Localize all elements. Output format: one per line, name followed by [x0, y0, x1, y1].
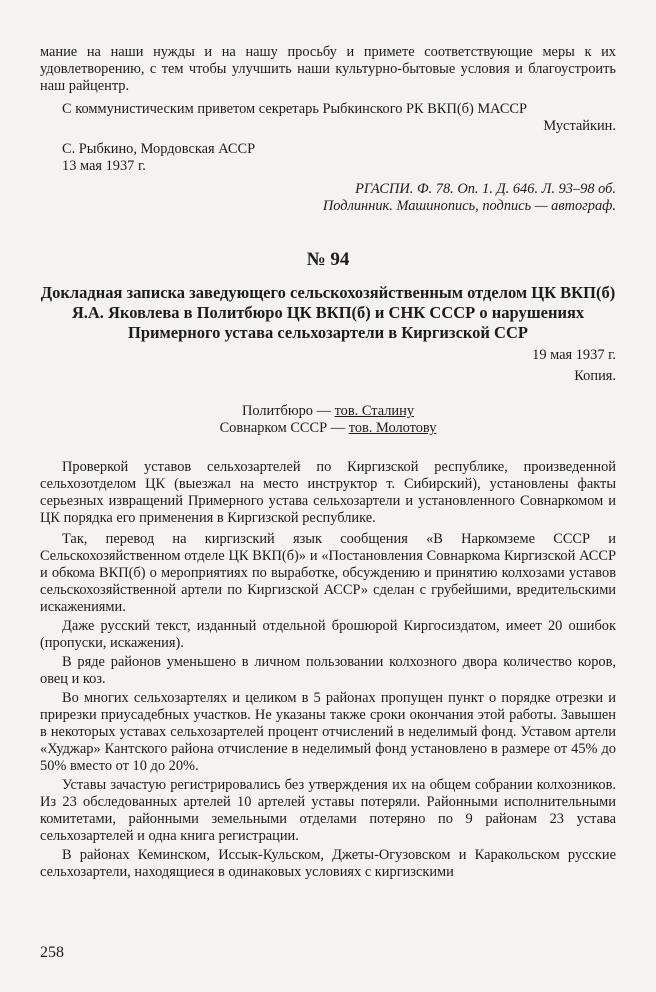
document-number: № 94 [306, 249, 350, 270]
page-number: 258 [40, 944, 64, 961]
body-paragraph: В районах Кеминском, Иссык-Кульском, Джеты-Огузовском и Каракольском русские сельхозартели, находящиеся в одинаковых условиях с киргизскими [40, 847, 616, 880]
closing-greeting: С коммунистическим приветом секретарь Рыбкинского РК ВКП(б) МАССР [62, 101, 528, 117]
source-archive: РГАСПИ. Ф. 78. Оп. 1. Д. 646. Л. 93–98 об. [355, 181, 616, 197]
addressee-person: тов. Молотову [348, 420, 437, 436]
closing-signer: Мустайкин. [543, 118, 616, 134]
addressee-org: Политбюро — [241, 403, 335, 419]
body-paragraph: Во многих сельхозартелях и целиком в 5 районах пропущен пункт о порядке отрезки и прирезки приусадебных участков. Не указаны также сроки окончания этой работы. Завышен в некоторых уставах сельхозартелей процент отчислений в неделимый фонд. Уставом артели «Худжар» Кантского района отчисление в неделимый фонд установлено в размере от 45% до 50% вместо от 10 до 20%. [40, 690, 616, 774]
document-title: Докладная записка заведующего сельскохозяйственным отделом ЦК ВКП(б) Я.А. Яковлева в Политбюро ЦК ВКП(б) и СНК СССР о нарушениях Примерного устава сельхозартели в Киргизской ССР [40, 283, 616, 342]
source-note: Подлинник. Машинопись, подпись — автограф. [322, 198, 616, 214]
addressee-block [40, 403, 616, 437]
body-paragraph: Даже русский текст, изданный отдельной брошюрой Киргосиздатом, имеет 20 ошибок (пропуски, искажения). [40, 618, 616, 651]
closing-place: С. Рыбкино, Мордовская АССР [62, 141, 256, 157]
document-body [40, 459, 616, 881]
addressee-line [40, 403, 616, 420]
body-paragraph: Так, перевод на киргизский язык сообщения «В Наркомземе СССР и Сельскохозяйственном отделе ЦК ВКП(б)» и «Постановления Совнаркома Киргизской АССР и обкома ВКП(б) о мероприятиях по выработке, обсуждению и принятию колхозами уставов сельскохозяйственной артели по Киргизской АССР» сделан с грубейшими, вредительскими искажениями. [40, 531, 616, 615]
document-date: 19 мая 1937 г. [532, 347, 616, 363]
document-copy-mark: Копия. [574, 368, 616, 384]
body-paragraph: В ряде районов уменьшено в личном пользовании колхозного двора количество коров, овец и коз. [40, 654, 616, 687]
continuation-paragraph: мание на наши нужды и на нашу просьбу и примете соответствующие меры к их удовлетворению, с тем чтобы улучшить наши культурно-бытовые условия и благоустроить наш райцентр. [40, 44, 616, 94]
addressee-line [40, 420, 616, 437]
closing-date: 13 мая 1937 г. [62, 158, 146, 174]
body-paragraph: Уставы зачастую регистрировались без утверждения их на общем собрании колхозников. Из 23 обследованных артелей 10 артелей уставы потеряли. Районными исполнительными комитетами, районными земельными отделами потеряно по 9 районам 23 устава сельхозартелей и одна книга регистрации. [40, 777, 616, 844]
addressee-org: Совнарком СССР — [219, 420, 349, 436]
body-paragraph: Проверкой уставов сельхозартелей по Киргизской республике, произведенной сельхозотделом ЦК (выезжал на место инструктор т. Сибирский), установлены факты серьезных извращений Примерного устава сельхозартели и установленного Совнаркомом и ЦК порядка его применения в Киргизской республике. [40, 459, 616, 526]
addressee-person: тов. Сталину [334, 403, 415, 419]
